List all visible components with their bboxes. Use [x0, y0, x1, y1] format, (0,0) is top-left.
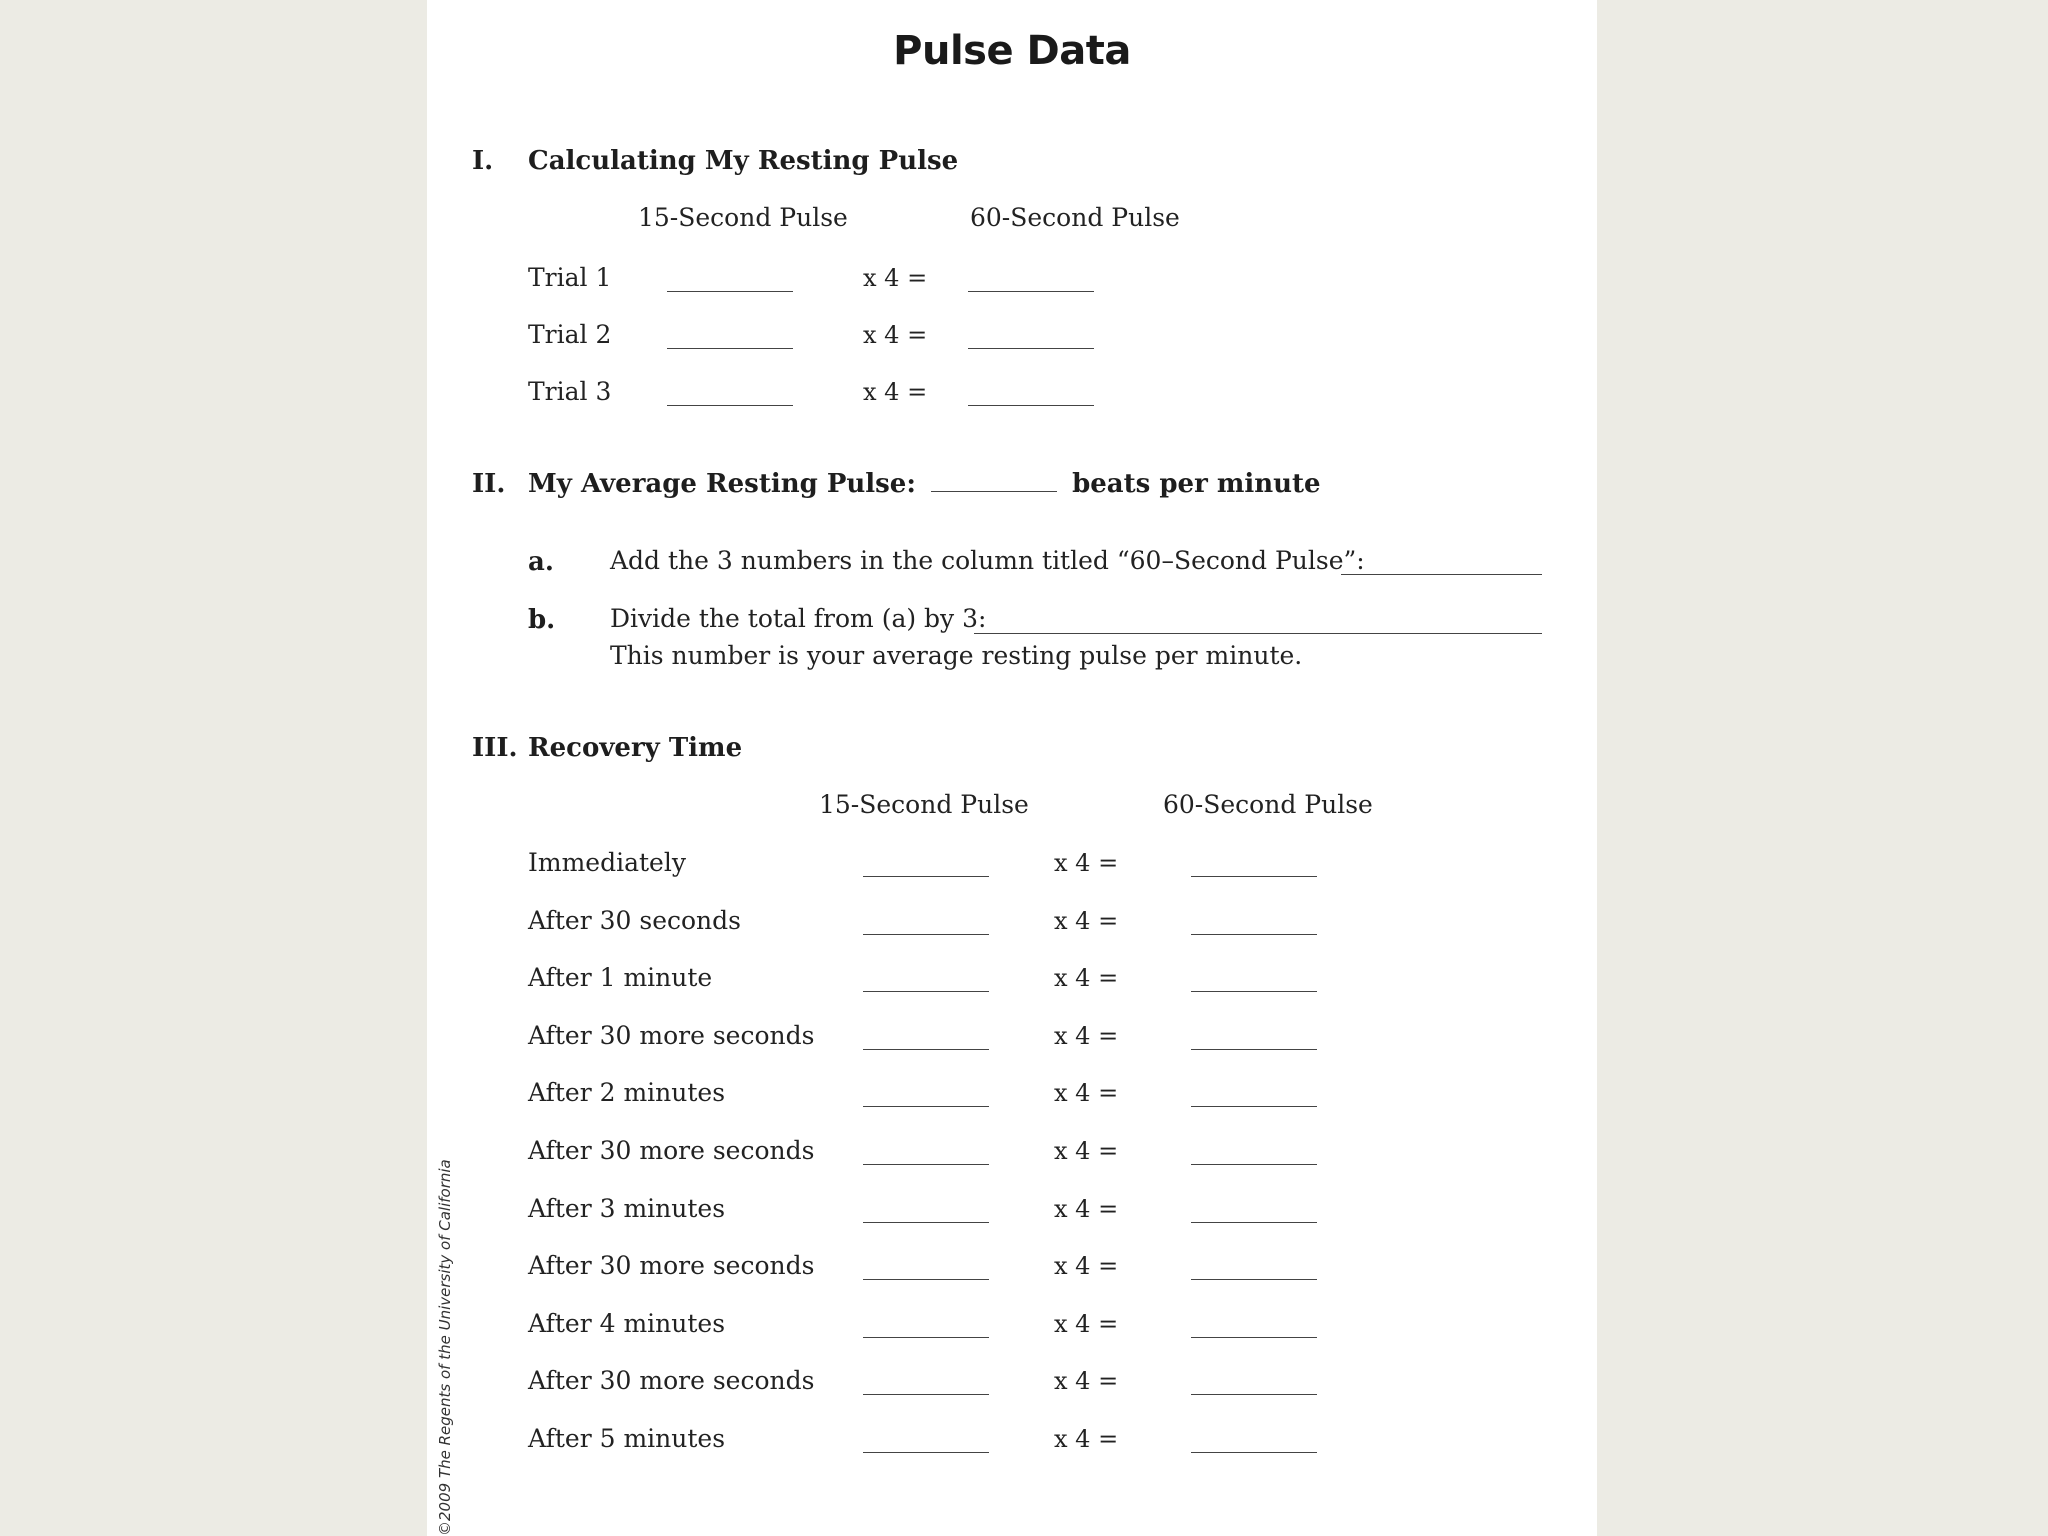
- section1-multiplier: x 4 =: [863, 264, 928, 292]
- section1-row-label: Trial 3: [528, 377, 612, 406]
- section3-15-second-blank[interactable]: [863, 1337, 989, 1338]
- section1-60-second-blank[interactable]: [968, 405, 1094, 406]
- worksheet-page: [427, 0, 1597, 1536]
- section-2-unit: beats per minute: [1072, 469, 1321, 499]
- section3-row-label: After 30 more seconds: [528, 1251, 815, 1281]
- section3-15-second-blank[interactable]: [863, 991, 989, 992]
- section3-15-second-blank[interactable]: [863, 1222, 989, 1223]
- section1-15-second-blank[interactable]: [667, 348, 793, 349]
- section3-60-second-blank[interactable]: [1191, 1279, 1317, 1280]
- section3-60-second-blank[interactable]: [1191, 1049, 1317, 1050]
- section3-row-label: Immediately: [528, 848, 686, 877]
- section3-60-second-blank[interactable]: [1191, 934, 1317, 935]
- section3-15-second-blank[interactable]: [863, 1164, 989, 1165]
- section3-60-second-blank[interactable]: [1191, 991, 1317, 992]
- section3-row-label: After 5 minutes: [528, 1424, 726, 1453]
- section3-row-label: After 30 more seconds: [528, 1020, 815, 1050]
- section-2-number: II.: [472, 469, 506, 499]
- section3-multiplier: x 4 =: [1054, 1137, 1119, 1165]
- section3-row-label: After 2 minutes: [528, 1078, 726, 1108]
- section-3-col-60-second: 60-Second Pulse: [1163, 790, 1373, 819]
- section-1-col-15-second: 15-Second Pulse: [638, 203, 848, 232]
- section3-15-second-blank[interactable]: [863, 934, 989, 935]
- section3-multiplier: x 4 =: [1054, 1425, 1119, 1453]
- section3-60-second-blank[interactable]: [1191, 1164, 1317, 1165]
- section3-multiplier: x 4 =: [1054, 1252, 1119, 1281]
- section3-row-label: After 4 minutes: [528, 1308, 726, 1338]
- section3-15-second-blank[interactable]: [863, 876, 989, 877]
- section3-60-second-blank[interactable]: [1191, 1222, 1317, 1223]
- section3-15-second-blank[interactable]: [863, 1106, 989, 1107]
- item-a-letter: a.: [528, 547, 554, 577]
- section3-row-label: After 30 seconds: [528, 905, 741, 935]
- average-pulse-blank[interactable]: [931, 491, 1057, 492]
- section3-multiplier: x 4 =: [1054, 1021, 1119, 1050]
- section3-row-label: After 3 minutes: [528, 1193, 726, 1223]
- section3-15-second-blank[interactable]: [863, 1279, 989, 1280]
- page-title: Pulse Data: [893, 28, 1131, 74]
- section1-multiplier: x 4 =: [863, 378, 928, 406]
- section3-60-second-blank[interactable]: [1191, 876, 1317, 877]
- item-a-blank[interactable]: [1341, 574, 1542, 575]
- section1-15-second-blank[interactable]: [667, 291, 793, 292]
- section-1-col-60-second: 60-Second Pulse: [970, 203, 1180, 232]
- section3-60-second-blank[interactable]: [1191, 1394, 1317, 1395]
- section1-15-second-blank[interactable]: [667, 405, 793, 406]
- section-3-number: III.: [472, 733, 518, 763]
- section3-60-second-blank[interactable]: [1191, 1452, 1317, 1453]
- item-a-text: Add the 3 numbers in the column titled “60–Second Pulse”:: [610, 546, 1365, 575]
- section3-60-second-blank[interactable]: [1191, 1337, 1317, 1338]
- section3-multiplier: x 4 =: [1054, 1367, 1119, 1396]
- section3-60-second-blank[interactable]: [1191, 1106, 1317, 1107]
- section-3-heading: Recovery Time: [528, 733, 743, 763]
- section3-multiplier: x 4 =: [1054, 849, 1119, 877]
- item-b-letter: b.: [528, 605, 556, 635]
- section-2-heading: My Average Resting Pulse:: [528, 469, 916, 499]
- section-1-number: I.: [472, 146, 494, 176]
- section3-row-label: After 1 minute: [528, 963, 713, 993]
- section3-multiplier: x 4 =: [1054, 1309, 1119, 1338]
- section3-multiplier: x 4 =: [1054, 906, 1119, 935]
- section1-60-second-blank[interactable]: [968, 348, 1094, 349]
- item-b-blank[interactable]: [974, 633, 1542, 634]
- section1-row-label: Trial 1: [528, 263, 612, 292]
- section-1-heading: Calculating My Resting Pulse: [528, 146, 959, 176]
- section1-60-second-blank[interactable]: [968, 291, 1094, 292]
- section3-multiplier: x 4 =: [1054, 1079, 1119, 1108]
- section-2-heading-line: [528, 469, 1321, 499]
- section1-multiplier: x 4 =: [863, 321, 928, 349]
- section3-row-label: After 30 more seconds: [528, 1136, 815, 1165]
- item-b-text: Divide the total from (a) by 3:: [610, 604, 987, 633]
- item-b-note: This number is your average resting pulse per minute.: [610, 641, 1303, 670]
- section3-multiplier: x 4 =: [1054, 964, 1119, 993]
- section1-row-label: Trial 2: [528, 320, 612, 349]
- copyright-notice: ©2009 The Regents of the University of California: [436, 1159, 454, 1536]
- section3-15-second-blank[interactable]: [863, 1049, 989, 1050]
- section3-15-second-blank[interactable]: [863, 1394, 989, 1395]
- section3-row-label: After 30 more seconds: [528, 1366, 815, 1396]
- section3-multiplier: x 4 =: [1054, 1194, 1119, 1223]
- section3-15-second-blank[interactable]: [863, 1452, 989, 1453]
- section-3-col-15-second: 15-Second Pulse: [819, 790, 1029, 819]
